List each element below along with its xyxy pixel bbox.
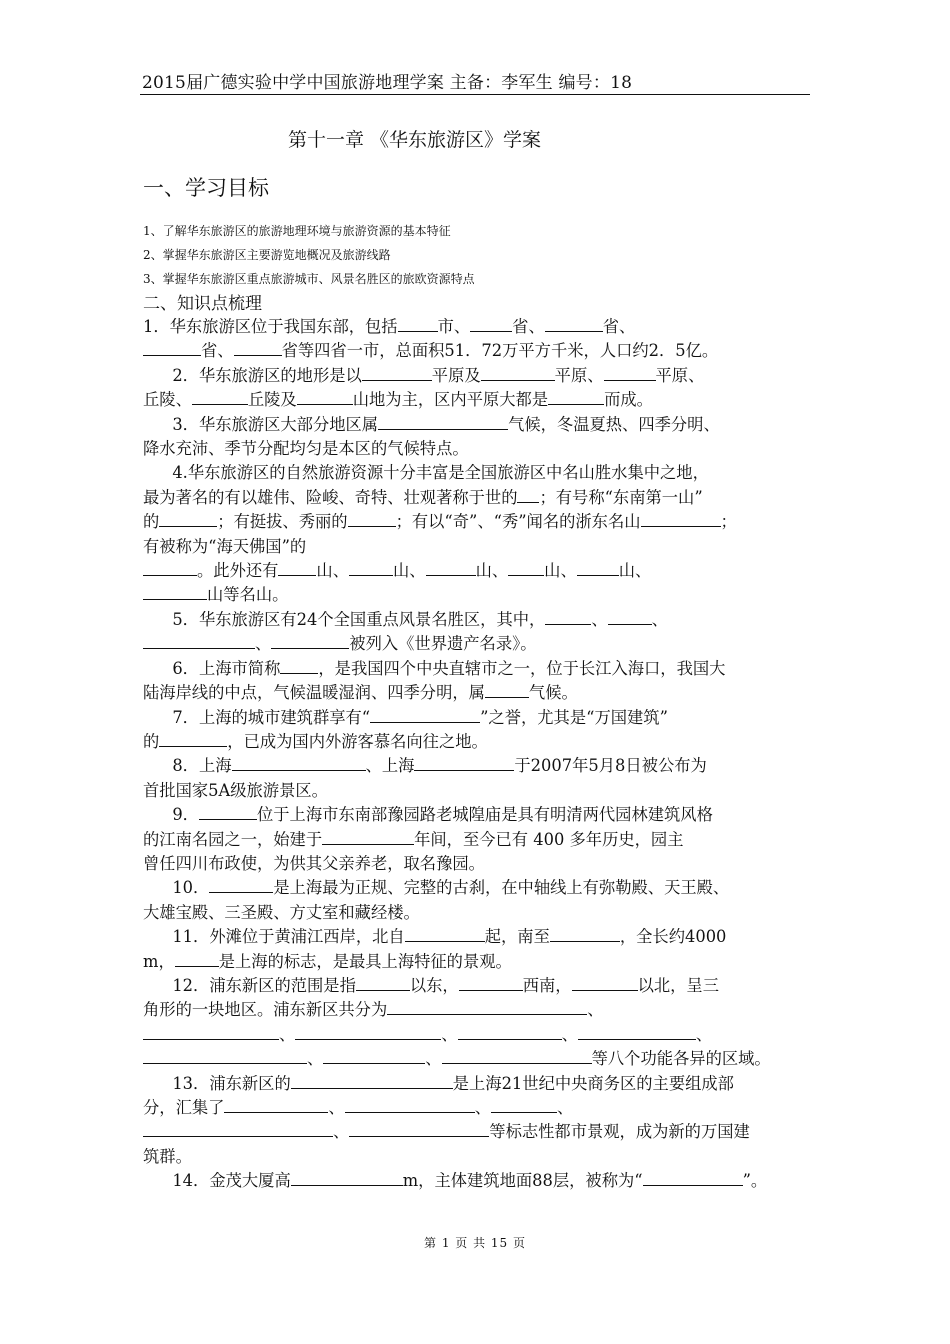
answer-blank[interactable] (548, 388, 604, 405)
answer-blank[interactable] (345, 1096, 475, 1113)
answer-blank[interactable] (545, 608, 591, 625)
question-text: 被列入《世界遗产名录》。 (349, 634, 537, 654)
question-text: 分，汇集了 (143, 1098, 225, 1117)
answer-blank[interactable] (234, 339, 282, 356)
question-text: ；有挺拔、秀丽的 (217, 512, 348, 532)
question-text: 省、 (602, 317, 636, 336)
question-text: 曾任四川布政使，为供其父亲养老，取名豫园。 (143, 853, 485, 873)
question-text: 、 (328, 1098, 345, 1117)
question-text: 是上海21世纪中央商务区的主要组成部 (452, 1073, 734, 1093)
question-text: 、 (307, 1049, 324, 1069)
answer-blank[interactable] (481, 364, 555, 381)
question-text: 6．上海市简称 (172, 658, 281, 678)
question-text: 的 (143, 512, 160, 532)
question-text: 的 (143, 731, 160, 751)
section-heading-goals: 一、学习目标 (143, 176, 269, 200)
answer-blank[interactable] (199, 803, 257, 820)
question-text: 、 (441, 1024, 458, 1044)
question-text: 市、 (437, 317, 471, 336)
question-2 (143, 364, 815, 388)
answer-blank[interactable] (143, 559, 197, 576)
question-text: 、上海 (365, 756, 415, 776)
question-13-cont (143, 1096, 815, 1120)
question-text: 省、 (512, 317, 545, 336)
answer-blank[interactable] (398, 315, 438, 332)
question-text: 而成。 (604, 390, 653, 410)
answer-blank[interactable] (545, 315, 603, 332)
question-text: 大雄宝殿、三圣殿、方丈室和藏经楼。 (143, 902, 420, 922)
question-text: 、 (651, 609, 668, 629)
question-text: 平原及 (431, 365, 481, 385)
question-7 (143, 706, 815, 730)
question-text: 以北，呈三 (637, 975, 719, 995)
question-text: 12．浦东新区的范围是指 (172, 975, 356, 995)
answer-blank[interactable] (577, 559, 619, 576)
answer-blank[interactable] (641, 510, 721, 527)
question-2-cont (143, 388, 815, 412)
answer-blank[interactable] (572, 974, 638, 991)
question-text: 平原、 (655, 365, 705, 385)
question-text: ”之誉，尤其是“万国建筑” (480, 707, 668, 727)
page-footer: 第 1 页 共 15 页 (424, 1236, 526, 1250)
question-text: 西南， (522, 975, 572, 995)
question-text: 首批国家5A级旅游景区。 (143, 780, 328, 800)
question-4-cont (143, 583, 815, 607)
question-text: 山、 (316, 561, 349, 581)
question-8-cont (143, 779, 815, 803)
question-text: 2．华东旅游区的地形是以 (172, 365, 362, 385)
question-text: ；有以“奇”、“秀”闻名的浙东名山 (395, 512, 641, 532)
question-text: 省等四省一市，总面积51．72万平方千米，人口约2．5亿。 (281, 341, 719, 361)
question-text: 9． (172, 805, 199, 825)
question-text: ； (720, 512, 737, 532)
question-9-cont (143, 852, 815, 876)
question-text: 、 (695, 1024, 713, 1044)
question-text: 山、 (475, 561, 509, 581)
question-text: 3．华东旅游区大部分地区属 (172, 414, 379, 434)
answer-blank[interactable] (143, 1047, 307, 1064)
answer-blank[interactable] (143, 1120, 333, 1137)
question-text: 角形的一块地区。浦东新区共分为 (143, 1000, 388, 1020)
answer-blank[interactable] (271, 632, 349, 649)
answer-blank[interactable] (491, 1096, 557, 1113)
answer-blank[interactable] (175, 950, 219, 967)
question-text: 5．华东旅游区有24个全国重点风景名胜区，其中， (172, 609, 546, 629)
question-text: ；有号称“东南第一山” (539, 487, 703, 507)
question-text: 、 (561, 1024, 578, 1044)
answer-blank[interactable] (578, 1023, 696, 1040)
question-text: 山地为主，区内平原大都是 (352, 390, 549, 410)
question-text: 的江南名园之一，始建于 (143, 829, 323, 849)
question-text: 13．浦东新区的 (172, 1073, 291, 1093)
question-text: 10． (172, 878, 210, 898)
question-text: 山、 (393, 561, 426, 581)
question-text: 陆海岸线的中点，气候温暖湿润、四季分明，属 (143, 683, 485, 703)
answer-blank[interactable] (459, 974, 523, 991)
question-6 (143, 657, 815, 681)
answer-blank[interactable] (159, 510, 217, 527)
header-rule (140, 94, 810, 95)
chapter-title: 第十一章 《华东旅游区》学案 (288, 129, 542, 151)
question-3-cont (143, 437, 815, 461)
question-text: 等标志性都市景观，成为新的万国建 (489, 1122, 750, 1142)
objective-item: 1、了解华东旅游区的旅游地理环境与旅游资源的基本特征 (143, 224, 451, 238)
answer-blank[interactable] (348, 510, 396, 527)
question-text: m，主体建筑地面88层，被称为“ (402, 1171, 643, 1191)
question-text: 11．外滩位于黄浦江西岸，北自 (172, 927, 405, 947)
question-6-cont (143, 681, 815, 705)
question-text: 起，南至 (484, 927, 550, 947)
answer-blank[interactable] (604, 364, 656, 381)
answer-blank[interactable] (322, 828, 414, 845)
question-text: 、 (587, 1000, 604, 1020)
question-text: 平原、 (554, 365, 604, 385)
question-text: 于2007年5月8日被公布为 (514, 756, 707, 776)
answer-blank[interactable] (414, 754, 514, 771)
question-13-cont (143, 1145, 815, 1169)
answer-blank[interactable] (159, 730, 227, 747)
question-11-cont (143, 950, 815, 974)
question-9 (143, 803, 815, 827)
answer-blank[interactable] (192, 388, 248, 405)
question-text: 4.华东旅游区的自然旅游资源十分丰富是全国旅游区中名山胜水集中之地， (172, 463, 709, 483)
question-text: 是上海最为正规、完整的古刹，在中轴线上有弥勒殿、天王殿、 (273, 878, 730, 898)
answer-blank[interactable] (643, 1169, 743, 1186)
question-4-cont (143, 559, 815, 583)
question-text: m， (143, 951, 175, 971)
question-text: 、 (255, 634, 272, 654)
answer-blank[interactable] (349, 1120, 489, 1137)
question-12-cont (143, 1047, 815, 1071)
answer-blank[interactable] (370, 706, 480, 723)
question-5-cont (143, 632, 815, 656)
question-text: 丘陵及 (247, 390, 297, 410)
answer-blank[interactable] (517, 486, 539, 503)
answer-blank[interactable] (356, 974, 410, 991)
worksheet-body (143, 315, 815, 1194)
section-heading-knowledge: 二、知识点梳理 (143, 294, 262, 314)
question-text: 是上海的标志，是最具上海特征的景观。 (218, 951, 512, 971)
answer-blank[interactable] (485, 681, 529, 698)
answer-blank[interactable] (442, 1047, 592, 1064)
question-9-cont (143, 828, 815, 852)
answer-blank[interactable] (280, 657, 318, 674)
question-text: 最为著名的有以雄伟、险峻、奇特、壮观著称于世的 (143, 487, 518, 507)
answer-blank[interactable] (349, 559, 393, 576)
running-header: 2015届广德实验中学中国旅游地理学案 主备：李军生 编号：18 (142, 73, 633, 93)
question-text: 14．金茂大厦高 (172, 1171, 291, 1191)
answer-blank[interactable] (458, 1023, 562, 1040)
answer-blank[interactable] (224, 1096, 328, 1113)
question-12 (143, 974, 815, 998)
answer-blank[interactable] (209, 876, 273, 893)
question-12-cont (143, 998, 815, 1022)
answer-blank[interactable] (323, 1047, 425, 1064)
question-text: 、 (591, 609, 608, 629)
question-1-cont (143, 339, 815, 363)
answer-blank[interactable] (143, 583, 207, 600)
question-4-cont (143, 486, 815, 510)
answer-blank[interactable] (426, 559, 476, 576)
question-text: 8．上海 (172, 756, 232, 776)
objective-item: 2、掌握华东旅游区主要游览地概况及旅游线路 (143, 248, 391, 262)
question-14 (143, 1169, 815, 1193)
question-13-cont (143, 1120, 815, 1144)
answer-blank[interactable] (297, 388, 353, 405)
question-text: 7．上海的城市建筑群享有“ (172, 707, 371, 727)
question-10-cont (143, 901, 815, 925)
question-text: 、 (279, 1024, 296, 1044)
question-4-cont (143, 535, 815, 559)
question-11 (143, 925, 815, 949)
question-text: 等八个功能各异的区域。 (591, 1049, 771, 1069)
question-1 (143, 315, 815, 339)
answer-blank[interactable] (550, 925, 620, 942)
answer-blank[interactable] (362, 364, 432, 381)
question-text: 1．华东旅游区位于我国东部，包括 (143, 317, 398, 336)
answer-blank[interactable] (405, 925, 485, 942)
answer-blank[interactable] (143, 1023, 279, 1040)
question-text: 山、 (544, 561, 577, 581)
question-text: ，已成为国内外游客慕名向往之地。 (227, 731, 488, 751)
answer-blank[interactable] (278, 559, 316, 576)
question-text: ”。 (742, 1171, 768, 1191)
question-text: 省、 (201, 341, 234, 361)
question-text: 有被称为“海天佛国”的 (143, 536, 307, 556)
answer-blank[interactable] (295, 1023, 441, 1040)
question-5 (143, 608, 815, 632)
question-text: 。此外还有 (197, 561, 279, 581)
question-4 (143, 461, 815, 485)
answer-blank[interactable] (143, 339, 201, 356)
question-4-cont (143, 510, 815, 534)
question-text: 气候，冬温夏热、四季分明、 (508, 414, 720, 434)
question-text: 位于上海市东南部豫园路老城隍庙是具有明清两代园林建筑风格 (256, 805, 713, 825)
question-13 (143, 1072, 815, 1096)
question-8 (143, 754, 815, 778)
question-text: 山、 (618, 561, 652, 581)
question-text: 、 (425, 1049, 442, 1069)
answer-blank[interactable] (470, 315, 512, 332)
question-text: 以东， (409, 975, 459, 995)
question-text: 、 (474, 1098, 492, 1117)
question-text: 山等名山。 (207, 585, 289, 605)
answer-blank[interactable] (143, 632, 255, 649)
answer-blank[interactable] (608, 608, 652, 625)
question-3 (143, 413, 815, 437)
objective-item: 3、掌握华东旅游区重点旅游城市、风景名胜区的旅欧资源特点 (143, 272, 475, 286)
question-text: 筑群。 (143, 1146, 192, 1166)
answer-blank[interactable] (508, 559, 544, 576)
answer-blank[interactable] (378, 413, 508, 430)
question-text: ，是我国四个中央直辖市之一，位于长江入海口，我国大 (318, 658, 726, 678)
answer-blank[interactable] (232, 754, 366, 771)
question-text: 降水充沛、季节分配均匀是本区的气候特点。 (143, 439, 469, 459)
question-text: 年间，至今已有 400 多年历史，园主 (414, 829, 684, 849)
question-7-cont (143, 730, 815, 754)
answer-blank[interactable] (291, 1169, 403, 1186)
question-text: ，全长约4000 (619, 927, 727, 947)
question-text: 、 (333, 1122, 350, 1142)
question-12-cont (143, 1023, 815, 1047)
question-text: 、 (557, 1098, 574, 1117)
question-text: 丘陵、 (143, 390, 192, 410)
answer-blank[interactable] (387, 998, 587, 1015)
question-10 (143, 876, 815, 900)
answer-blank[interactable] (291, 1072, 453, 1089)
question-text: 气候。 (528, 683, 578, 703)
